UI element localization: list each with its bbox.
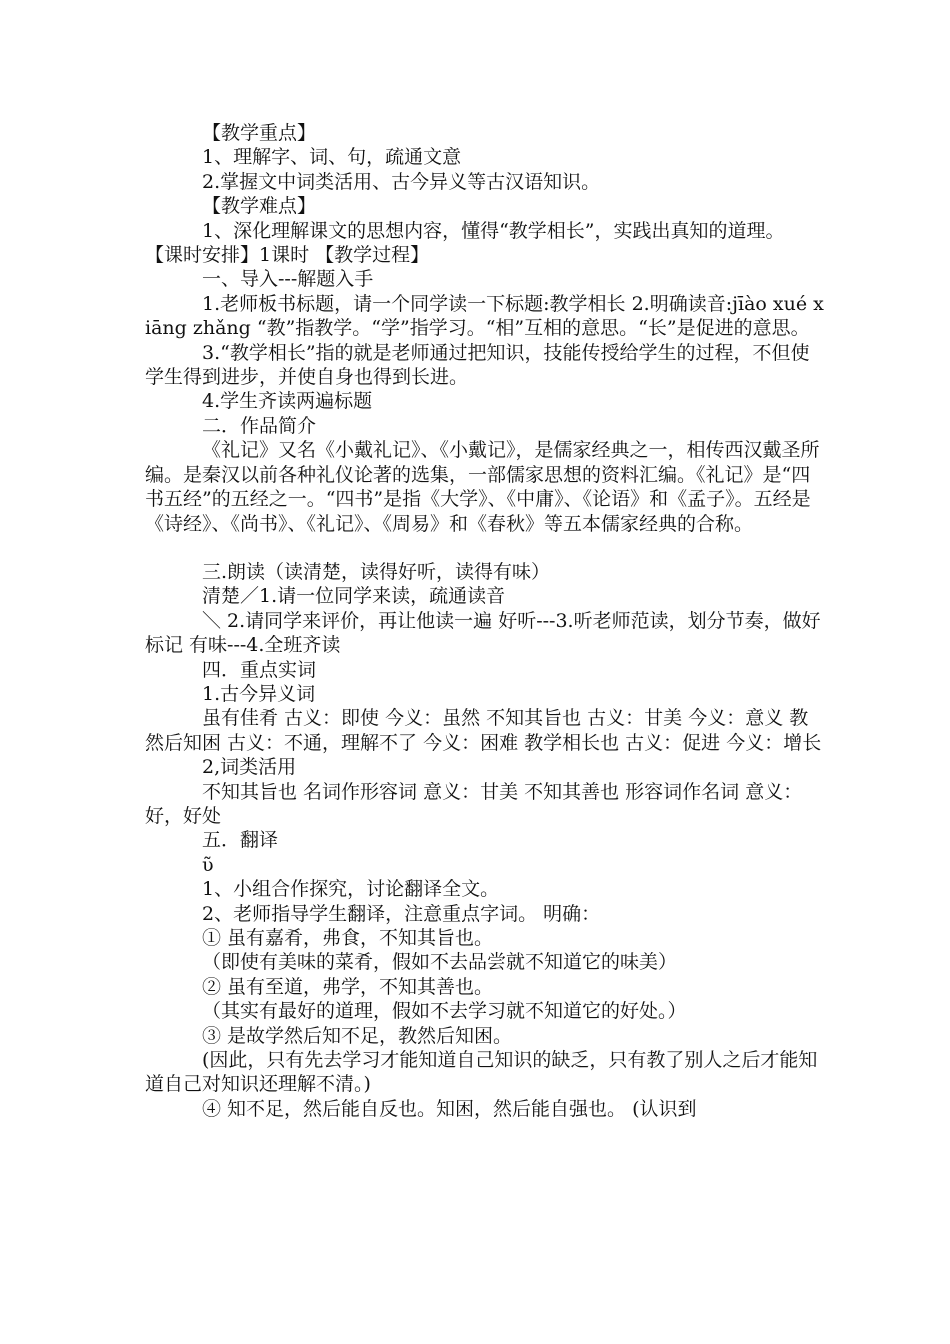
paragraph: ③ 是故学然后知不足，教然后知困。 — [202, 1024, 513, 1047]
paragraph: 2、老师指导学生翻译，注意重点字词。 明确： — [202, 902, 601, 925]
paragraph: 不知其旨也 名词作形容词 意义：甘美 不知其善也 形容词作名词 意义：好，好处 — [145, 780, 803, 827]
paragraph: 3.“教学相长”指的就是老师通过把知识，技能传授给学生的过程，不但使学生得到进步，并使自身也得到长进。 — [145, 341, 810, 389]
paragraph: ＼ 2.请同学来评价，再让他读一遍 好听---3.听老师范读，划分节奏，做好标记 有味---4.全班齐读 — [145, 609, 821, 657]
document-body — [145, 121, 825, 1121]
paragraph: （其实有最好的道理，假如不去学习就不知道它的好处。） — [202, 1000, 687, 1023]
section-heading: 二．作品简介 — [202, 414, 317, 437]
section-heading: 一、导入---解题入手 — [202, 268, 374, 291]
paragraph: （即使有美味的菜肴，假如不去品尝就不知道它的味美） — [202, 951, 678, 974]
section-heading: 三.朗读（读清楚，读得好听，读得有味） — [202, 560, 551, 583]
paragraph: ④ 知不足，然后能自反也。知困，然后能自强也。 (认识到 — [202, 1097, 697, 1120]
paragraph: ② 虽有至道，弗学，不知其善也。 — [202, 975, 494, 998]
section-heading: 五．翻译 — [202, 829, 279, 852]
heading-teaching-difficulty: 【教学难点】 — [202, 195, 317, 218]
paragraph: (因此，只有先去学习才能知道自己知识的缺乏，只有教了别人之后才能知道自己对知识还理解不清。) — [145, 1049, 818, 1096]
paragraph: 1、深化理解课文的思想内容，懂得“教学相长”，实践出真知的道理。 【课时安排】1课时 【教学过程】 — [145, 219, 785, 267]
paragraph: 1、小组合作探究，讨论翻译全文。 — [202, 878, 500, 901]
paragraph: 《礼记》又名《小戴礼记》、《小戴记》，是儒家经典之一，相传西汉戴圣所编。是秦汉以前各种礼仪论著的选集，一部儒家思想的资料汇编。《礼记》是“四书五经”的五经之一。“四书”是指《大学》、《中庸》、《论语》和《孟子》。五经是《诗经》、《尚书》、《礼记》、《周易》和《春秋》等五本儒家经典的合称。 — [145, 439, 820, 535]
paragraph: 清楚／1.请一位同学来读，疏通读音 — [202, 585, 506, 608]
section-heading: 四．重点实词 — [202, 658, 317, 681]
paragraph: 4.学生齐读两遍标题 — [202, 390, 373, 413]
heading-teaching-focus: 【教学重点】 — [202, 122, 317, 144]
paragraph: 1、理解字、词、句，疏通文意 — [202, 146, 462, 169]
blank-line — [145, 536, 825, 560]
paragraph: 虽有佳肴 古义：即使 今义：虽然 不知其旨也 古义：甘美 今义：意义 教然后知困 古义：不通，理解不了 今义：困难 教学相长也 古义：促进 今义：增长 — [145, 707, 822, 754]
paragraph: 2,词类活用 — [202, 756, 297, 779]
paragraph: 1.古今异义词 — [202, 682, 316, 705]
paragraph: 1.老师板书标题，请一个同学读一下标题:教学相长 2.明确读音:jīào xué xiāng zhǎng “教”指教学。“学”指学习。“相”互相的意思。“长”是促进的意思。 — [145, 292, 824, 340]
paragraph: ῦ — [202, 853, 214, 876]
paragraph: ① 虽有嘉肴，弗食，不知其旨也。 — [202, 927, 494, 949]
paragraph: 2.掌握文中词类活用、古今异义等古汉语知识。 — [202, 170, 601, 193]
